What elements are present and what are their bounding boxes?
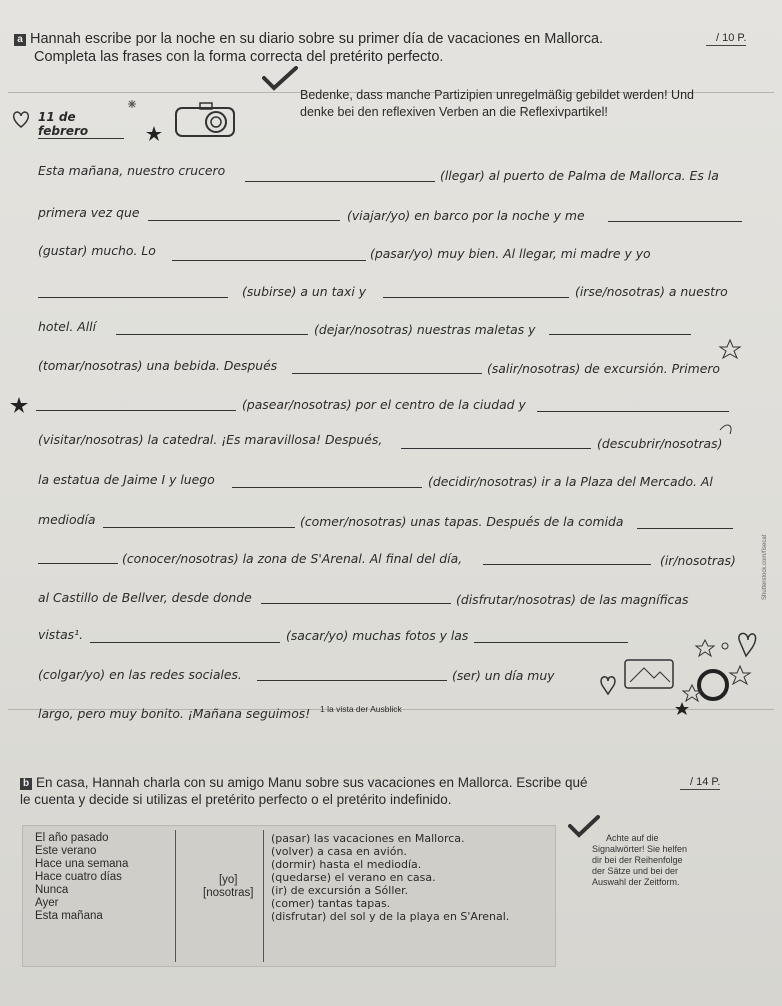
verb-phrase: (dormir) hasta el mediodía. bbox=[271, 858, 422, 871]
diary-date: 11 de febrero bbox=[38, 110, 124, 139]
hint-line: Signalwörter! Sie helfen bbox=[592, 844, 688, 854]
diary-line-12b: (disfrutar/nosotras) de las magníficas bbox=[456, 592, 689, 607]
diary-line-2b: (viajar/yo) en barco por la noche y me bbox=[347, 208, 585, 223]
subject: [nosotras] bbox=[203, 887, 254, 899]
diary-line-5a: hotel. Allí bbox=[38, 319, 97, 334]
hint-line: Auswahl der Zeitform. bbox=[592, 877, 680, 887]
diary-line-13b: (sacar/yo) muchas fotos y las bbox=[286, 628, 469, 643]
phrases-column bbox=[271, 832, 509, 923]
side-credit: Shutterstock.com/fisecat bbox=[762, 534, 768, 600]
diary-line-11a: (conocer/nosotras) la zona de S'Arenal. Al final del día, bbox=[122, 551, 463, 566]
answer-blank[interactable] bbox=[257, 679, 447, 681]
diary-line-7a: (pasear/nosotras) por el centro de la ciudad y bbox=[242, 397, 526, 412]
answer-blank[interactable] bbox=[38, 296, 228, 298]
diary-line-3b: (pasar/yo) muy bien. Al llegar, mi madre y yo bbox=[370, 246, 651, 261]
answer-blank[interactable] bbox=[245, 180, 435, 182]
time-expression: Ayer bbox=[35, 897, 59, 909]
time-expression: Este verano bbox=[35, 845, 97, 857]
diary-line-6b: (salir/nosotras) de excursión. Primero bbox=[487, 361, 721, 376]
diary-line-8b: (descubrir/nosotras) bbox=[597, 436, 723, 451]
answer-blank[interactable] bbox=[172, 259, 366, 261]
exercise-b-instructions bbox=[20, 774, 720, 808]
column-divider bbox=[175, 830, 176, 962]
footnote: 1 la vista der Ausblick bbox=[320, 704, 402, 714]
diary-line-13a: vistas¹. bbox=[38, 627, 84, 642]
check-icon bbox=[260, 66, 300, 94]
diary-line-12a: al Castillo de Bellver, desde donde bbox=[38, 590, 252, 605]
answer-blank[interactable] bbox=[232, 486, 422, 488]
diary-line-10a: mediodía bbox=[38, 512, 96, 527]
verb-phrase: (volver) a casa en avión. bbox=[271, 845, 407, 858]
time-expression: El año pasado bbox=[35, 832, 109, 844]
answer-blank[interactable] bbox=[608, 220, 742, 222]
diary-line-10b: (comer/nosotras) unas tapas. Después de la comida bbox=[300, 514, 624, 529]
exercise-a-line2: Completa las frases con la forma correcta del pretérito perfecto. bbox=[34, 49, 444, 65]
camera-icon bbox=[170, 100, 240, 140]
diary-line-14b: (ser) un día muy bbox=[452, 668, 555, 683]
answer-blank[interactable] bbox=[36, 409, 236, 411]
diary-line-6a: (tomar/nosotras) una bebida. Después bbox=[38, 358, 278, 373]
diary-line-15a: largo, pero muy bonito. ¡Mañana seguimos! bbox=[38, 706, 311, 721]
diary-line-1a: Esta mañana, nuestro crucero bbox=[38, 163, 226, 178]
answer-blank[interactable] bbox=[148, 219, 340, 221]
verb-phrase: (quedarse) el verano en casa. bbox=[271, 871, 436, 884]
verb-phrase: (comer) tantas tapas. bbox=[271, 897, 391, 910]
answer-blank[interactable] bbox=[261, 602, 451, 604]
hint-line: Achte auf die bbox=[606, 833, 659, 843]
diary-line-4b: (irse/nosotras) a nuestro bbox=[575, 284, 728, 299]
heart-icon bbox=[10, 108, 32, 130]
verb-phrase: (pasar) las vacaciones en Mallorca. bbox=[271, 832, 465, 845]
diary-line-1b: (llegar) al puerto de Palma de Mallorca. Es la bbox=[440, 168, 719, 183]
time-expressions-column bbox=[35, 832, 128, 923]
sparkle-icon bbox=[122, 92, 162, 142]
diary-line-11b: (ir/nosotras) bbox=[660, 553, 736, 568]
exercise-a-number: a bbox=[14, 34, 26, 46]
hint-line: dir bei der Reihenfolge bbox=[592, 855, 683, 865]
subject: [yo] bbox=[218, 874, 238, 886]
exercise-b-line1: En casa, Hannah charla con su amigo Manu sobre sus vacaciones en Mallorca. Escribe qué bbox=[36, 775, 588, 790]
answer-blank[interactable] bbox=[401, 447, 591, 449]
answer-blank[interactable] bbox=[38, 562, 118, 564]
diary-line-9a: la estatua de Jaime I y luego bbox=[38, 472, 215, 487]
exercise-a-line1: Hannah escribe por la noche en su diario sobre su primer día de vacaciones en Mallorca. bbox=[30, 31, 604, 47]
diary-line-8a: (visitar/nosotras) la catedral. ¡Es maravillosa! Después, bbox=[38, 432, 383, 447]
diary-line-9b: (decidir/nosotras) ir a la Plaza del Mercado. Al bbox=[428, 474, 713, 489]
answer-blank[interactable] bbox=[116, 333, 308, 335]
signal-words-hint bbox=[592, 833, 772, 888]
answer-blank[interactable] bbox=[292, 372, 482, 374]
answer-blank[interactable] bbox=[383, 296, 569, 298]
doodle-decoration bbox=[600, 330, 780, 720]
subjects-column bbox=[203, 874, 254, 900]
hint-note-line2: denke bei den reflexiven Verben an die Reflexivpartikel! bbox=[300, 105, 608, 119]
exercise-b-score[interactable]: / 14 P. bbox=[680, 776, 720, 790]
exercise-b-line2: le cuenta y decide si utilizas el pretérito perfecto o el pretérito indefinido. bbox=[20, 792, 452, 807]
star-icon bbox=[8, 396, 30, 414]
time-expression: Esta mañana bbox=[35, 910, 103, 922]
diary-line-5b: (dejar/nosotras) nuestras maletas y bbox=[314, 322, 536, 337]
exercise-b-number: b bbox=[20, 778, 32, 790]
hint-line: der Sätze und bei der bbox=[592, 866, 679, 876]
time-expression: Hace cuatro días bbox=[35, 871, 122, 883]
column-divider bbox=[263, 830, 264, 962]
diary-line-2a: primera vez que bbox=[38, 205, 140, 220]
sentence-builder-table bbox=[22, 825, 556, 967]
answer-blank[interactable] bbox=[103, 526, 295, 528]
time-expression: Nunca bbox=[35, 884, 69, 896]
hint-note-line1: Bedenke, dass manche Partizipien unregelmäßig gebildet werden! Und bbox=[300, 88, 694, 102]
hint-note bbox=[300, 87, 770, 121]
exercise-a-score[interactable]: / 10 P. bbox=[706, 32, 746, 46]
time-expression: Hace una semana bbox=[35, 858, 129, 870]
diary-line-4a: (subirse) a un taxi y bbox=[242, 284, 367, 299]
verb-phrase: (disfrutar) del sol y de la playa en S'Arenal. bbox=[271, 910, 510, 923]
verb-phrase: (ir) de excursión a Sóller. bbox=[271, 884, 409, 897]
diary-line-14a: (colgar/yo) en las redes sociales. bbox=[38, 667, 242, 682]
exercise-a-instructions bbox=[14, 30, 603, 66]
diary-line-3a: (gustar) mucho. Lo bbox=[38, 243, 156, 258]
answer-blank[interactable] bbox=[90, 641, 280, 643]
